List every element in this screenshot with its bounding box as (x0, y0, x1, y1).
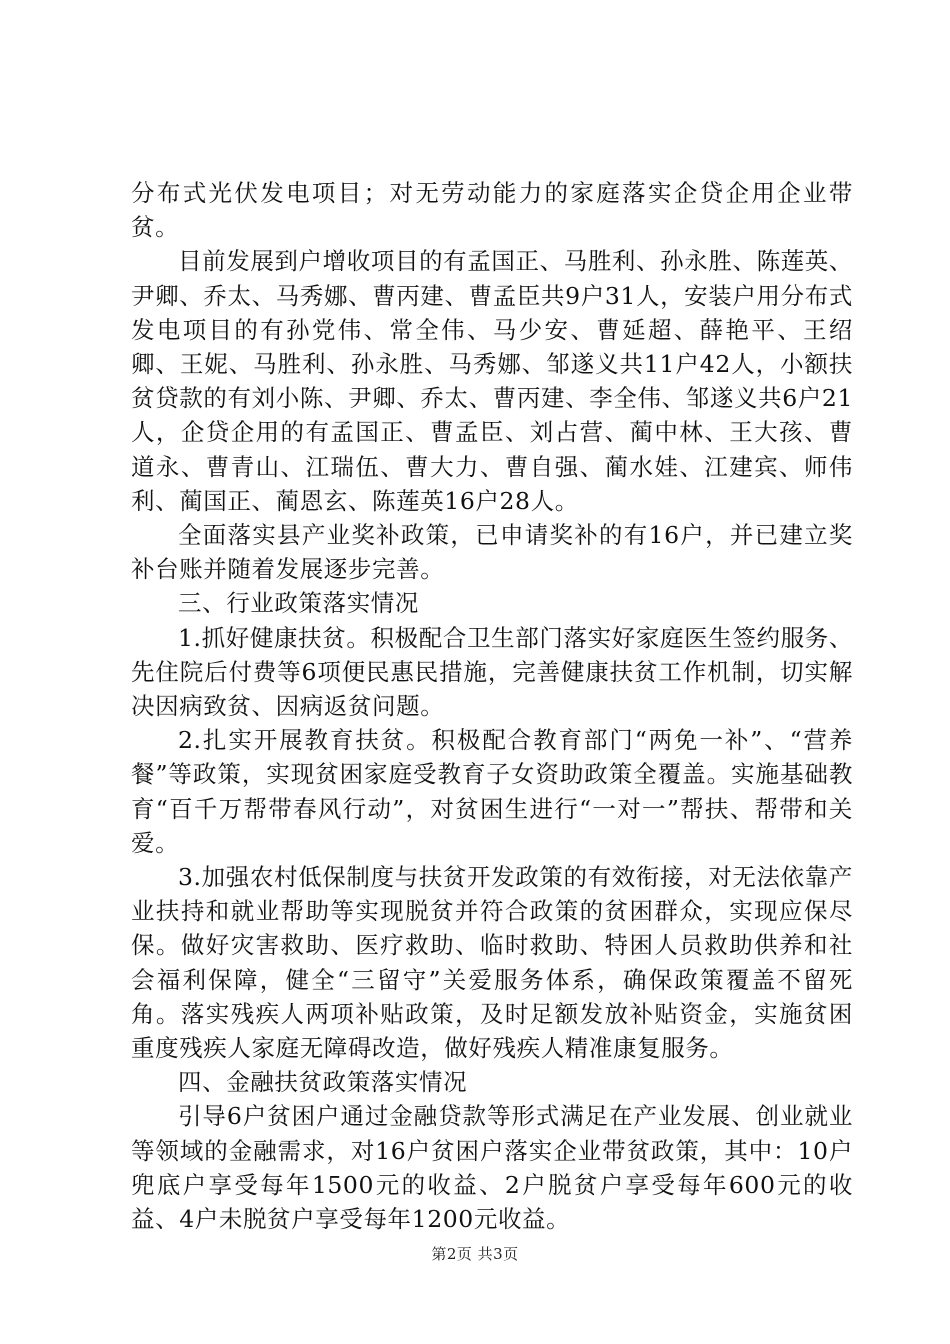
paragraph-project-list: 目前发展到户增收项目的有孟国正、马胜利、孙永胜、陈莲英、尹卿、乔太、马秀娜、曹丙建、曹孟臣共9户31人，安装户用分布式发电项目的有孙党伟、常全伟、马少安、曹延超、薛艳平、王绍卿、王妮、马胜利、孙永胜、马秀娜、邹遂义共11户42人，小额扶贫贷款的有刘小陈、尹卿、乔太、曹丙建、李全伟、邹遂义共6户21人，企贷企用的有孟国正、曹孟臣、刘占营、蔺中林、王大孩、曹道永、曹青山、江瑞伍、曹大力、曹自强、蔺水娃、江建宾、师伟利、蔺国正、蔺恩玄、陈莲英16户28人。 (131, 247, 853, 515)
section-heading-industry-policy: 三、行业政策落实情况 (178, 589, 419, 618)
paragraph-education-poverty: 2.扎实开展教育扶贫。积极配合教育部门“两免一补”、“营养餐”等政策，实现贫困家庭受教育子女资助政策全覆盖。实施基础教育“百千万帮带春风行动”，对贫困生进行“一对一”帮扶、帮带和关爱。 (131, 726, 853, 857)
paragraph-subsidy-policy: 全面落实县产业奖补政策，已申请奖补的有16户，并已建立奖补台账并随着发展逐步完善。 (131, 521, 853, 584)
paragraph-continuation: 分布式光伏发电项目；对无劳动能力的家庭落实企贷企用企业带贫。 (131, 179, 853, 242)
section-heading-finance-policy: 四、金融扶贫政策落实情况 (178, 1068, 468, 1097)
document-body (131, 176, 853, 1236)
paragraph-finance-poverty: 引导6户贫困户通过金融贷款等形式满足在产业发展、创业就业等领域的金融需求，对16户贫困户落实企业带贫政策，其中：10户兜底户享受每年1500元的收益、2户脱贫户享受每年600元的收益、4户未脱贫户享受每年1200元收益。 (131, 1102, 853, 1234)
paragraph-social-security: 3.加强农村低保制度与扶贫开发政策的有效衔接，对无法依靠产业扶持和就业帮助等实现脱贫并符合政策的贫困群众，实现应保尽保。做好灾害救助、医疗救助、临时救助、特困人员救助供养和社会福利保障，健全“三留守”关爱服务体系，确保政策覆盖不留死角。落实残疾人两项补贴政策，及时足额发放补贴资金，实施贫困重度残疾人家庭无障碍改造，做好残疾人精准康复服务。 (131, 863, 853, 1063)
paragraph-health-poverty: 1.抓好健康扶贫。积极配合卫生部门落实好家庭医生签约服务、先住院后付费等6项便民惠民措施，完善健康扶贫工作机制，切实解决因病致贫、因病返贫问题。 (131, 623, 853, 721)
page-number-footer: 第2页 共3页 (431, 1245, 519, 1263)
